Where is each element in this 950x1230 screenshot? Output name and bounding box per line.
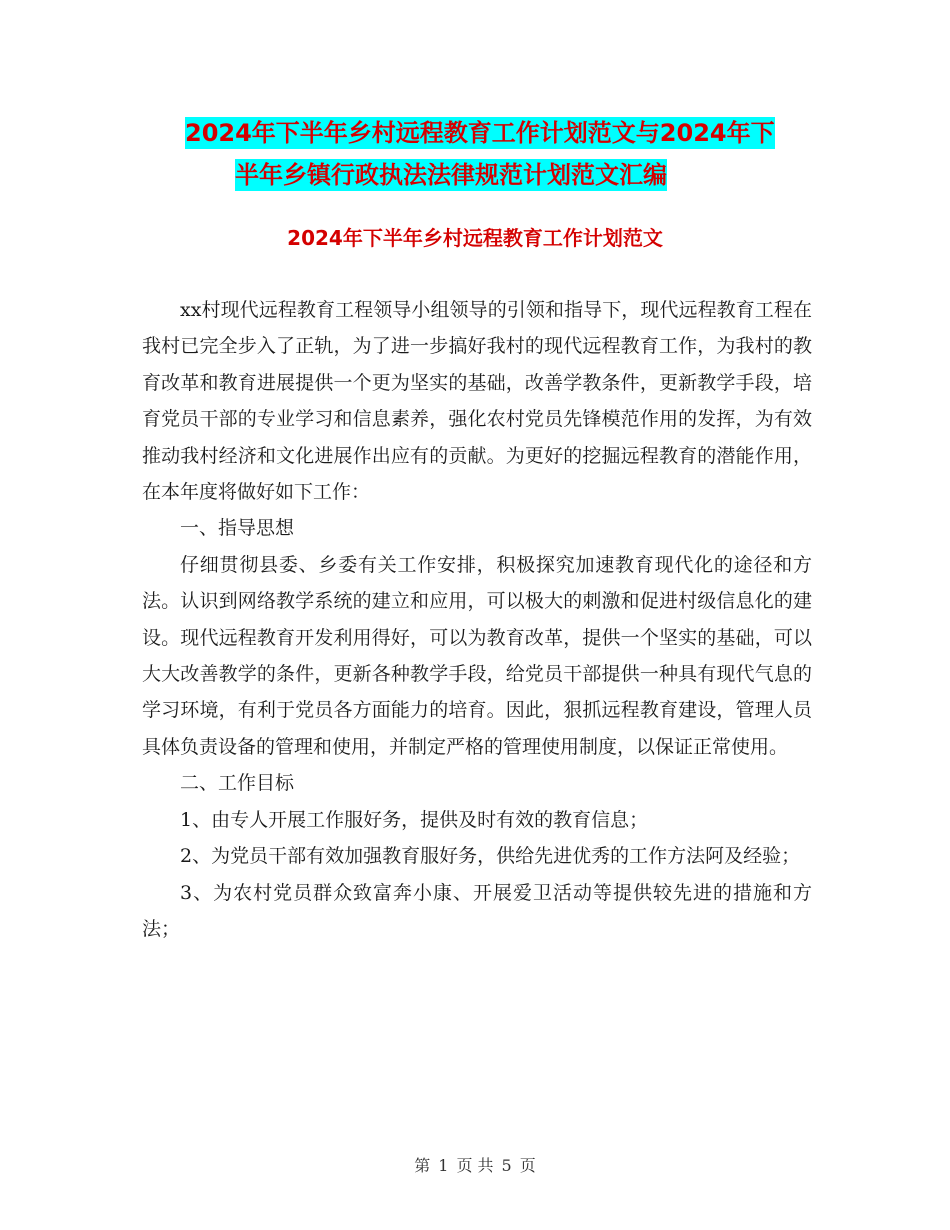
list-item-goal-2: 2、为党员干部有效加强教育服好务，供给先进优秀的工作方法阿及经验； bbox=[180, 845, 801, 868]
footer-total-pages: 5 bbox=[501, 1156, 512, 1175]
title-line-1: 2024年下半年乡村远程教育工作计划范文与2024年下 bbox=[185, 119, 775, 147]
heading-guiding-ideology: 一、指导思想 bbox=[180, 517, 295, 540]
section-title: 2024年下半年乡村远程教育工作计划范文 bbox=[287, 226, 663, 250]
heading-work-goals: 二、工作目标 bbox=[180, 772, 295, 795]
page-footer bbox=[0, 1153, 950, 1176]
footer-middle: 页 共 bbox=[456, 1156, 494, 1175]
paragraph-intro: xx村现代远程教育工程领导小组领导的引领和指导下，现代远程教育工程在我村已完全步入了正轨，为了进一步搞好我村的现代远程教育工作，为我村的教育改革和教育进展提供一个更为坚实的基础，改善学教条件，更新教学手段，培育党员干部的专业学习和信息素养，强化农村党员先锋模范作用的发挥，为有效推动我村经济和文化进展作出应有的贡献。为更好的挖掘远程教育的潜能作用，在本年度将做好如下工作： bbox=[142, 299, 812, 504]
title-line-2: 半年乡镇行政执法法律规范计划范文汇编 bbox=[235, 161, 667, 189]
list-item-goal-1: 1、由专人开展工作服好务，提供及时有效的教育信息； bbox=[180, 808, 649, 831]
footer-suffix: 页 bbox=[519, 1156, 536, 1175]
body-text bbox=[142, 292, 812, 947]
paragraph-guiding-ideology: 仔细贯彻县委、乡委有关工作安排，积极探究加速教育现代化的途径和方法。认识到网络教学系统的建立和应用，可以极大的刺激和促进村级信息化的建设。现代远程教育开发利用得好，可以为教育改革，提供一个坚实的基础，可以大大改善教学的条件，更新各种教学手段，给党员干部提供一种具有现代气息的学习环境，有利于党员各方面能力的培育。因此，狠抓远程教育建设，管理人员具体负责设备的管理和使用，并制定严格的管理使用制度，以保证正常使用。 bbox=[142, 553, 812, 758]
footer-page-number: 1 bbox=[438, 1156, 449, 1175]
document-title bbox=[185, 112, 825, 196]
footer-prefix: 第 bbox=[414, 1156, 431, 1175]
list-item-goal-3: 3、为农村党员群众致富奔小康、开展爱卫活动等提供较先进的措施和方法； bbox=[142, 881, 812, 940]
